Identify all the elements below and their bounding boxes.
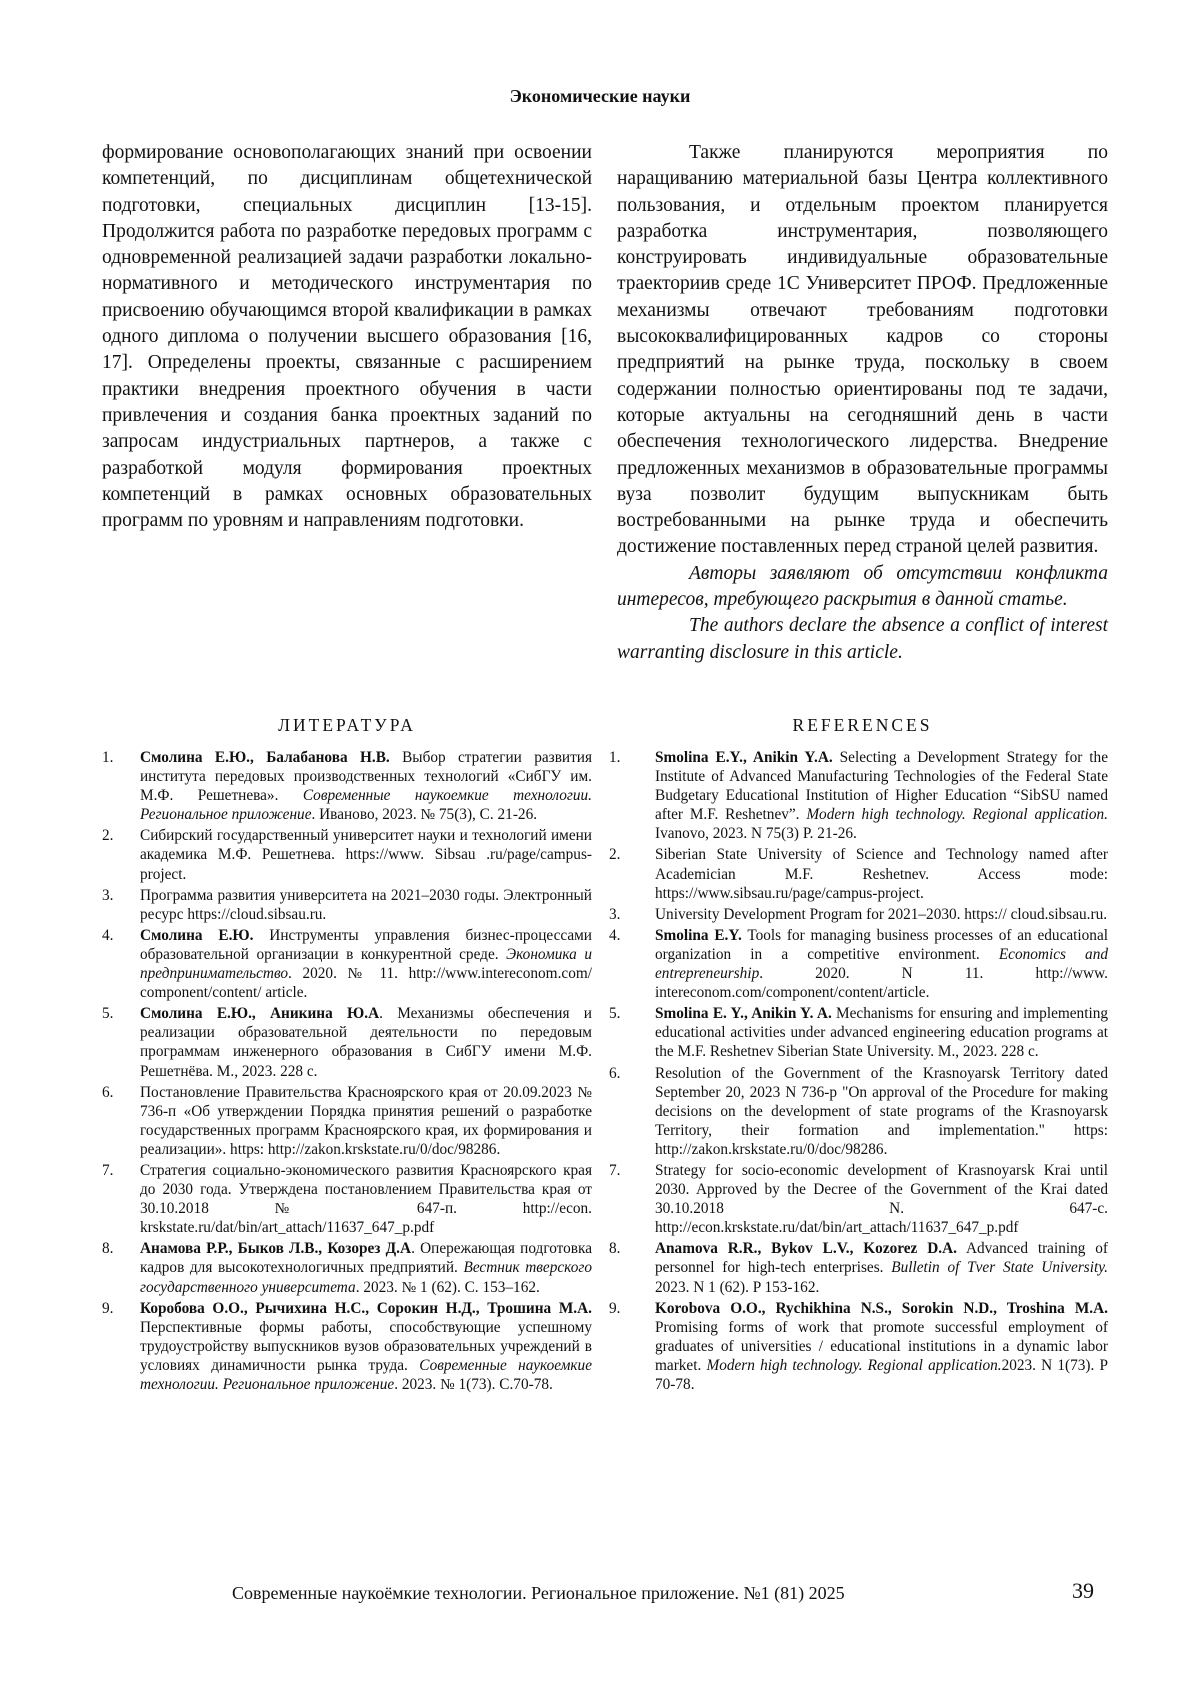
reference-tail: 2023. N 1 (62). P 153-162. [655,1278,820,1296]
reference-authors: Smolina E.Y. [655,926,742,944]
reference-text: Выбор стратегии развития института передовых производственных технологий «СибГУ им. М.Ф. Решетнева». [140,749,593,805]
reference-tail: 2023. N 1(73). P 70-78. [655,1356,1109,1393]
reference-number: 7. [102,1161,114,1179]
reference-text: . Опережающая подготовка кадров для высокотехнологичных предприятий. [140,1240,593,1277]
reference-text: Selecting a Development Strategy for the Institute of Advanced Manufacturing Technologies of the Federal State Budgetary Educational Institution of Higher Education “SibSU named after M.F. Reshetnev”. [655,749,1108,824]
reference-authors: Korobova O.O., Rychikhina N.S., Sorokin N.D., Troshina M.A. [655,1299,1108,1317]
reference-authors: Коробова О.О., Рычихина Н.С., Сорокин Н.Д., Трошина М.А. [140,1299,592,1317]
reference-tail: . 2020. N 11. http://www. intereconom.com/component/content/article. [655,965,1108,1002]
literature-list [102,748,592,1396]
body-column-right [617,140,1108,666]
reference-number: 8. [102,1240,114,1258]
reference-text: University Development Program for 2021–2030. https:// cloud.sibsau.ru. [655,905,1108,923]
reference-tail: . Иваново, 2023. № 75(3), С. 21-26. [311,806,538,824]
reference-item [102,826,592,883]
reference-number: 2. [609,846,621,864]
reference-text: Постановление Правительства Красноярского края от 20.09.2023 № 736-п «Об утверждении Порядка принятия решений о разработке государственных программ Красноярского края, их формирования и реализации». https: http://zakon.krskstate.ru/0/doc/98286. [140,1083,592,1158]
reference-tail: . 2023. № 1 (62). С. 153–162. [355,1278,540,1296]
reference-journal: Bulletin of Tver State University. [891,1259,1108,1277]
reference-item [609,1064,1108,1159]
reference-text: Advanced training of personnel for high-tech enterprises. [655,1240,1108,1277]
reference-item [102,1299,592,1394]
reference-item [102,1239,592,1296]
reference-item [102,886,592,924]
reference-item [609,1299,1108,1394]
reference-text: Программа развития университета на 2021–2030 годы. Электронный ресурс https://cloud.sibsau.ru. [140,886,592,923]
body-paragraph: формирование основополагающих знаний при освоении компетенций, по дисциплинам общетехнической подготовки, специальных дисциплин [13-15]. Продолжится работа по разработке передовых программ с одновременной реализацией задачи разработки локально-нормативного и методического инструментария по присвоению обучающимся второй квалификации в рамках одного диплома о получении высшего образования [16, 17]. Определены проекты, связанные с расширением практики внедрения проектного обучения в части привлечения и создания банка проектных заданий по запросам индустриальных партнеров, а также с разработкой модуля формирования проектных компетенций в рамках основных образовательных программ по уровням и направлениям подготовки. [102,142,592,532]
reference-item [609,926,1108,1002]
reference-authors: Смолина Е.Ю. [140,926,254,944]
reference-number: 1. [609,749,621,766]
reference-text: Стратегия социально-экономического развития Красноярского края до 2030 года. Утверждена постановлением Правительства края от 30.10.2018 № 647-п. http://econ. krskstate.ru/dat/bin/art_attach/11637_647_p.pdf [140,1161,592,1237]
reference-tail: . 2023. № 1(73). С.70-78. [394,1376,553,1393]
references-list [609,748,1108,1396]
conflict-statement-ru: Авторы заявляют об отсутствии конфликта интересов, требующего раскрытия в данной статье. [617,562,1108,611]
reference-text: Инструменты управления бизнес-процессами образовательной организации в конкурентной среде. [140,926,592,963]
reference-item [609,1239,1108,1296]
reference-number: 2. [102,827,114,845]
reference-number: 9. [102,1299,114,1317]
reference-journal: Экономика и предпринимательство [140,945,592,983]
reference-number: 7. [609,1161,621,1179]
reference-number: 6. [102,1083,114,1101]
reference-journal: Вестник тверского государственного университета [140,1259,592,1296]
reference-authors: Смолина Е.Ю., Балабанова Н.В. [140,749,390,766]
reference-item [102,748,592,824]
reference-tail: Ivanovo, 2023. N 75(3) P. 21-26. [655,825,857,843]
conflict-statement-en: The authors declare the absence a conflict of interest warranting disclosure in this article. [617,615,1108,663]
body-paragraph: Также планируются мероприятия по наращиванию материальной базы Центра коллективного пользования, и отдельным проектом планируется разработка инструментария, позволяющего конструировать индивидуальные образовательные траекториив среде 1С Университет ПРОФ. Предложенные механизмы отвечают требованиям подготовки высококвалифицированных кадров со стороны предприятий на рынке труда, поскольку в своем содержании полностью ориентированы под те задачи, которые актуальны на сегодняшний день в части обеспечения технологического лидерства. Внедрение предложенных механизмов в образовательные программы вуза позволит будущим выпускникам быть востребованными на рынке труда и обеспечить достижение поставленных перед страной целей развития. [617,142,1108,558]
reference-journal: Modern high technology. Regional application. [706,1356,1002,1374]
reference-number: 1. [102,749,114,766]
reference-number: 4. [102,926,114,944]
literature-heading: ЛИТЕРАТУРА [278,715,416,735]
reference-item [102,1004,592,1080]
reference-item [609,748,1108,843]
reference-journal: Современные наукоемкие технологии. Региональное приложение [140,787,592,824]
reference-item [102,1161,592,1237]
reference-authors: Anamova R.R., Bykov L.V., Kozorez D.A. [655,1240,957,1258]
reference-number: 5. [102,1005,114,1023]
reference-tail: . 2020. № 11. http://www.intereconom.com/ component/content/ article. [140,965,592,1002]
reference-text: Сибирский государственный университет науки и технологий имени академика М.Ф. Решетнева. https://www. Sibsau .ru/page/campus-project. [140,827,592,883]
reference-item [609,845,1108,902]
reference-number: 5. [609,1005,621,1023]
journal-footer: Современные наукоёмкие технологии. Региональное приложение. №1 (81) 2025 [232,1583,845,1603]
page-number: 39 [1072,1578,1094,1603]
running-head: Экономические науки [509,86,691,106]
reference-number: 4. [609,926,621,944]
reference-authors: Анамова Р.Р., Быков Л.В., Козорез Д.А [140,1240,412,1258]
reference-text: . Механизмы обеспечения и реализации образовательной деятельности по передовым программам инженерного образования в СибГУ имени М.Ф. Решетнёва. М., 2023. 228 с. [140,1005,592,1080]
reference-text: Strategy for socio-economic development of Krasnoyarsk Krai until 2030. Approved by the Decree of the Government of the Krai dated 30.10.2018 N. 647-с. http://econ.krskstate.ru/dat/bin/art_attach/11637_647_p.pdf [655,1161,1108,1237]
reference-number: 6. [609,1064,621,1082]
reference-item [609,905,1108,924]
reference-journal: Economics and entrepreneurship [655,945,1108,983]
reference-item [609,1161,1108,1237]
reference-authors: Smolina E.Y., Anikin Y.A. [655,749,833,766]
reference-text: Promising forms of work that promote successful employment of graduates of universities / educational institutions in a dynamic labor market. [655,1318,1108,1374]
reference-authors: Смолина Е.Ю., Аникина Ю.А [140,1005,380,1023]
reference-text: Siberian State University of Science and Technology named after Academician M.F. Reshetnev. Access mode: https://www.sibsau.ru/page/campus-project. [655,846,1108,902]
reference-number: 3. [609,905,621,923]
reference-journal: Современные наукоемкие технологии. Региональное приложение [140,1356,592,1393]
references-heading: REFERENCES [792,715,933,735]
reference-text: Mechanisms for ensuring and implementing educational activities under advanced engineering education programs at the M.F. Reshetnev Siberian State University. M., 2023. 228 с. [655,1005,1108,1061]
reference-number: 9. [609,1299,621,1317]
reference-text: Resolution of the Government of the Krasnoyarsk Territory dated September 20, 2023 N 736-p "On approval of the Procedure for making decisions on the development of state programs of the Krasnoyarsk Territory, their formation and implementation." https: http://zakon.krskstate.ru/0/doc/98286. [655,1064,1108,1158]
reference-authors: Smolina E. Y., Anikin Y. A. [655,1005,832,1023]
reference-text: Перспективные формы работы, способствующие успешному трудоустройству выпускников вузов образовательных учреждений в условиях динамичности рынка труда. [140,1318,592,1374]
reference-item [609,1004,1108,1061]
reference-journal: Modern high technology. Regional application. [806,806,1108,824]
reference-number: 8. [609,1240,621,1258]
body-column-left [102,140,592,534]
reference-number: 3. [102,886,114,904]
reference-item [102,1083,592,1159]
reference-item [102,926,592,1002]
reference-text: Tools for managing business processes of an educational organization in a competitive environment. [655,926,1108,963]
